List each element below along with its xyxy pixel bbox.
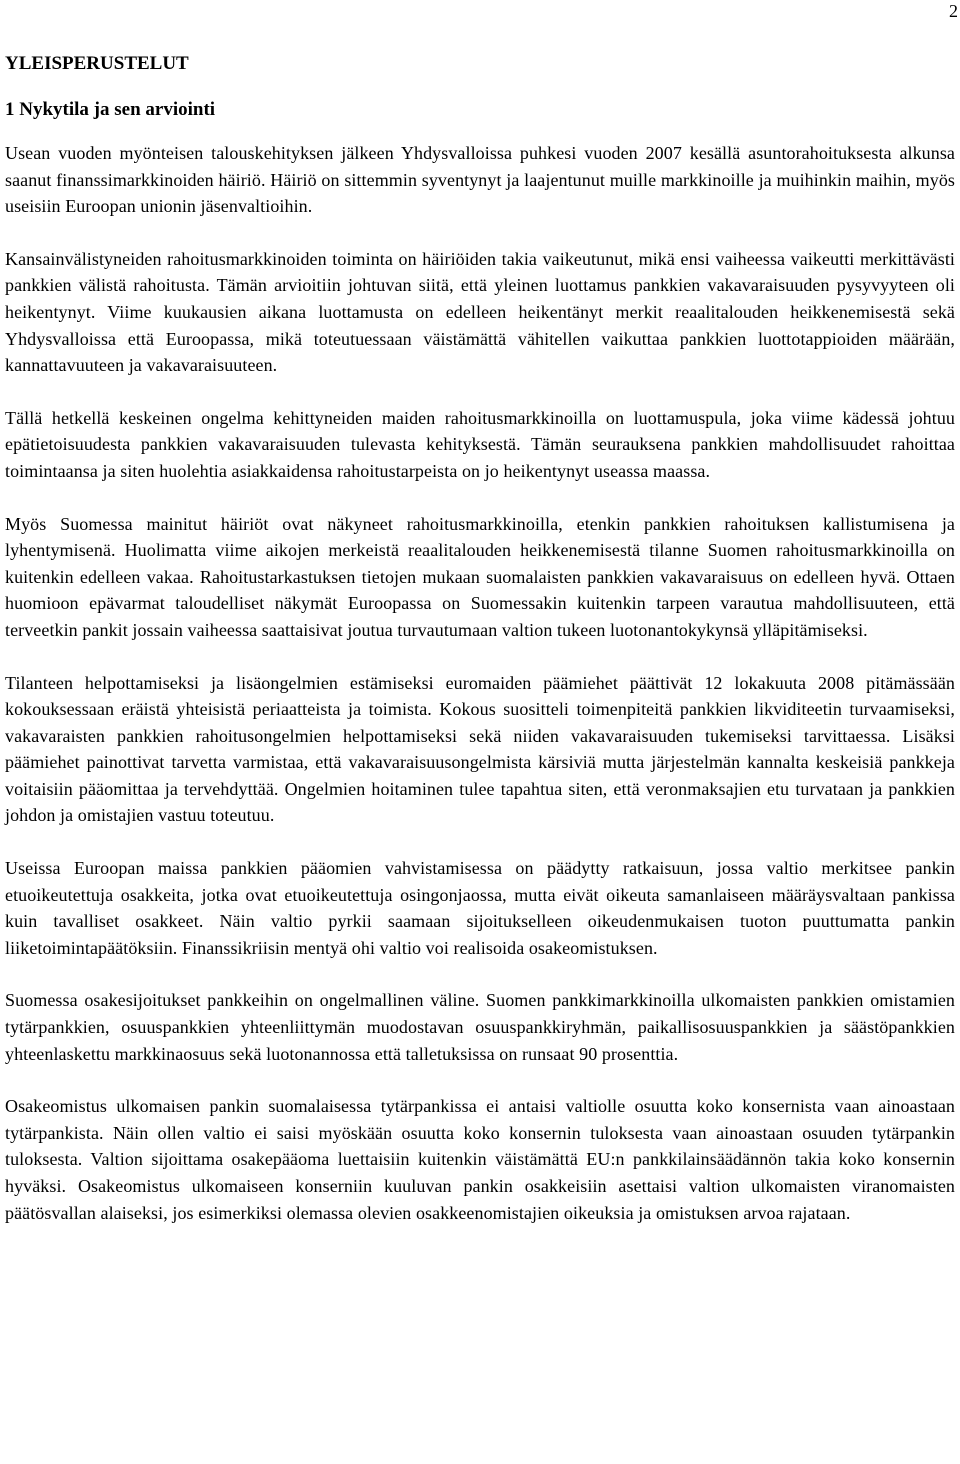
paragraph: Useissa Euroopan maissa pankkien pääomien vahvistamisessa on päädytty ratkaisuun, jossa valtio merkitsee pankin etuoikeutettuja osakkeita, jotka ovat etuoikeutettuja osingonjaossa, mutta eivät oikeuta samanlaiseen määräysvaltaan pankissa kuin tavalliset osakkeet. Näin valtio pyrkii saamaan sijoitukselleen oikeudenmukaisen tuoton puuttumatta pankin liiketoimintapäätöksiin. Finanssikriisin mentyä ohi valtio voi realisoida osakeomistuksen. [5,858,955,958]
paragraph: Tällä hetkellä keskeinen ongelma kehittyneiden maiden rahoitusmarkkinoilla on luottamuspula, joka viime kädessä johtuu epätietoisuudesta pankkien vakavaraisuuden tulevasta kehityksestä. Tämän seurauksena pankkien mahdollisuudet rahoittaa toimintaansa ja siten huolehtia asiakkaidensa rahoitustarpeista on jo heikentynyt useassa maassa. [5,407,955,481]
page-number: 2 [949,1,958,21]
paragraph: Myös Suomessa mainitut häiriöt ovat näkyneet rahoitusmarkkinoilla, etenkin pankkien rahoituksen kallistumisena ja lyhentymisenä. Huolimatta viime aikojen merkeistä reaalitalouden heikkenemisestä tilanne Suomen rahoitusmarkkinoilla on kuitenkin edelleen vakaa. Rahoitustarkastuksen tietojen mukaan suomalaisten pankkien vakavaraisuus on edelleen hyvä. Ottaen huomioon epävarmat taloudelliset näkymät Euroopassa on Suomessakin kuitenkin tarpeen varautua mahdollisuuteen, että terveetkin pankit jossain vaiheessa saattaisivat joutua turvautumaan valtion tukeen luotonantokykynsä ylläpitämiseksi. [5,513,955,640]
paragraph: Tilanteen helpottamiseksi ja lisäongelmien estämiseksi euromaiden päämiehet päättivät 12 lokakuuta 2008 pitämässään kokouksessaan eräistä yhteisistä periaatteista ja toimista. Kokous suositteli toimenpiteitä pankkien likviditeetin turvaamiseksi, vakavaraisten pankkien rahoitusongelmien helpottamiseksi sekä niiden vakavaraisuuden tukemiseksi tarvittaessa. Lisäksi päämiehet painottivat tarvetta varmistaa, että vakavaraisuusongelmista kärsiviä mutta järjestelmän kannalta keskeisiä pankkeja voitaisiin pääomittaa ja tervehdyttää. Ongelmien hoitaminen tulee tapahtua siten, että veronmaksajien etu turvataan ja pankkien johdon ja omistajien vastuu toteutuu. [5,672,955,826]
paragraph: Osakeomistus ulkomaisen pankin suomalaisessa tytärpankissa ei antaisi valtiolle osuutta koko konsernista vaan ainoastaan tytärpankista. Näin ollen valtio ei saisi myöskään osuutta koko konsernin tuloksesta vaan ainoastaan osuuden tytärpankin tuloksesta. Valtion sijoittama osakepääoma luettaisiin kuitenkin väistämättä EU:n pankkilainsäädännön takia koko konsernin hyväksi. Osakeomistus ulkomaiseen konserniin kuuluvan pankin osakkeisiin asettaisi valtion ulkomaisten viranomaisten päätösvallan alaiseksi, jos esimerkiksi olemassa olevien osakkeenomistajien oikeuksia ja omistuksen arvoa rajataan. [5,1096,955,1223]
document-body [5,50,955,1252]
document-title: YLEISPERUSTELUT [5,53,189,74]
section-heading: 1 Nykytila ja sen arviointi [5,99,216,120]
paragraph: Usean vuoden myönteisen talouskehityksen jälkeen Yhdysvalloissa puhkesi vuoden 2007 kesällä asuntorahoituksesta alkunsa saanut finanssimarkkinoiden häiriö. Häiriö on sittemmin syventynyt ja laajentunut muille markkinoille ja muihinkin maihin, myös useisiin Euroopan unionin jäsenvaltioihin. [5,143,955,217]
paragraph: Suomessa osakesijoitukset pankkeihin on ongelmallinen väline. Suomen pankkimarkkinoilla ulkomaisten pankkien omistamien tytärpankkien, osuuspankkien yhteenliittymän muodostavan osuuspankkiryhmän, paikallisosuuspankkien ja säästöpankkien yhteenlaskettu markkinaosuus sekä luotonannossa että talletuksissa on runsaat 90 prosenttia. [5,990,955,1064]
paragraph: Kansainvälistyneiden rahoitusmarkkinoiden toiminta on häiriöiden takia vaikeutunut, mikä ensi vaiheessa vaikeutti merkittävästi pankkien välistä rahoitusta. Tämän arvioitiin johtuvan siitä, että yleinen luottamus pankkien vakavaraisuuden pysyvyyteen oli heikentynyt. Viime kuukausien aikana luottamusta on edelleen heikentänyt merkit reaalitalouden heikkenemisestä sekä Yhdysvalloissa että Euroopassa, mikä toteutuessaan väistämättä vähitellen vaikuttaa pankkien luottotappioiden määrään, kannattavuuteen ja vakavaraisuuteen. [5,248,955,376]
